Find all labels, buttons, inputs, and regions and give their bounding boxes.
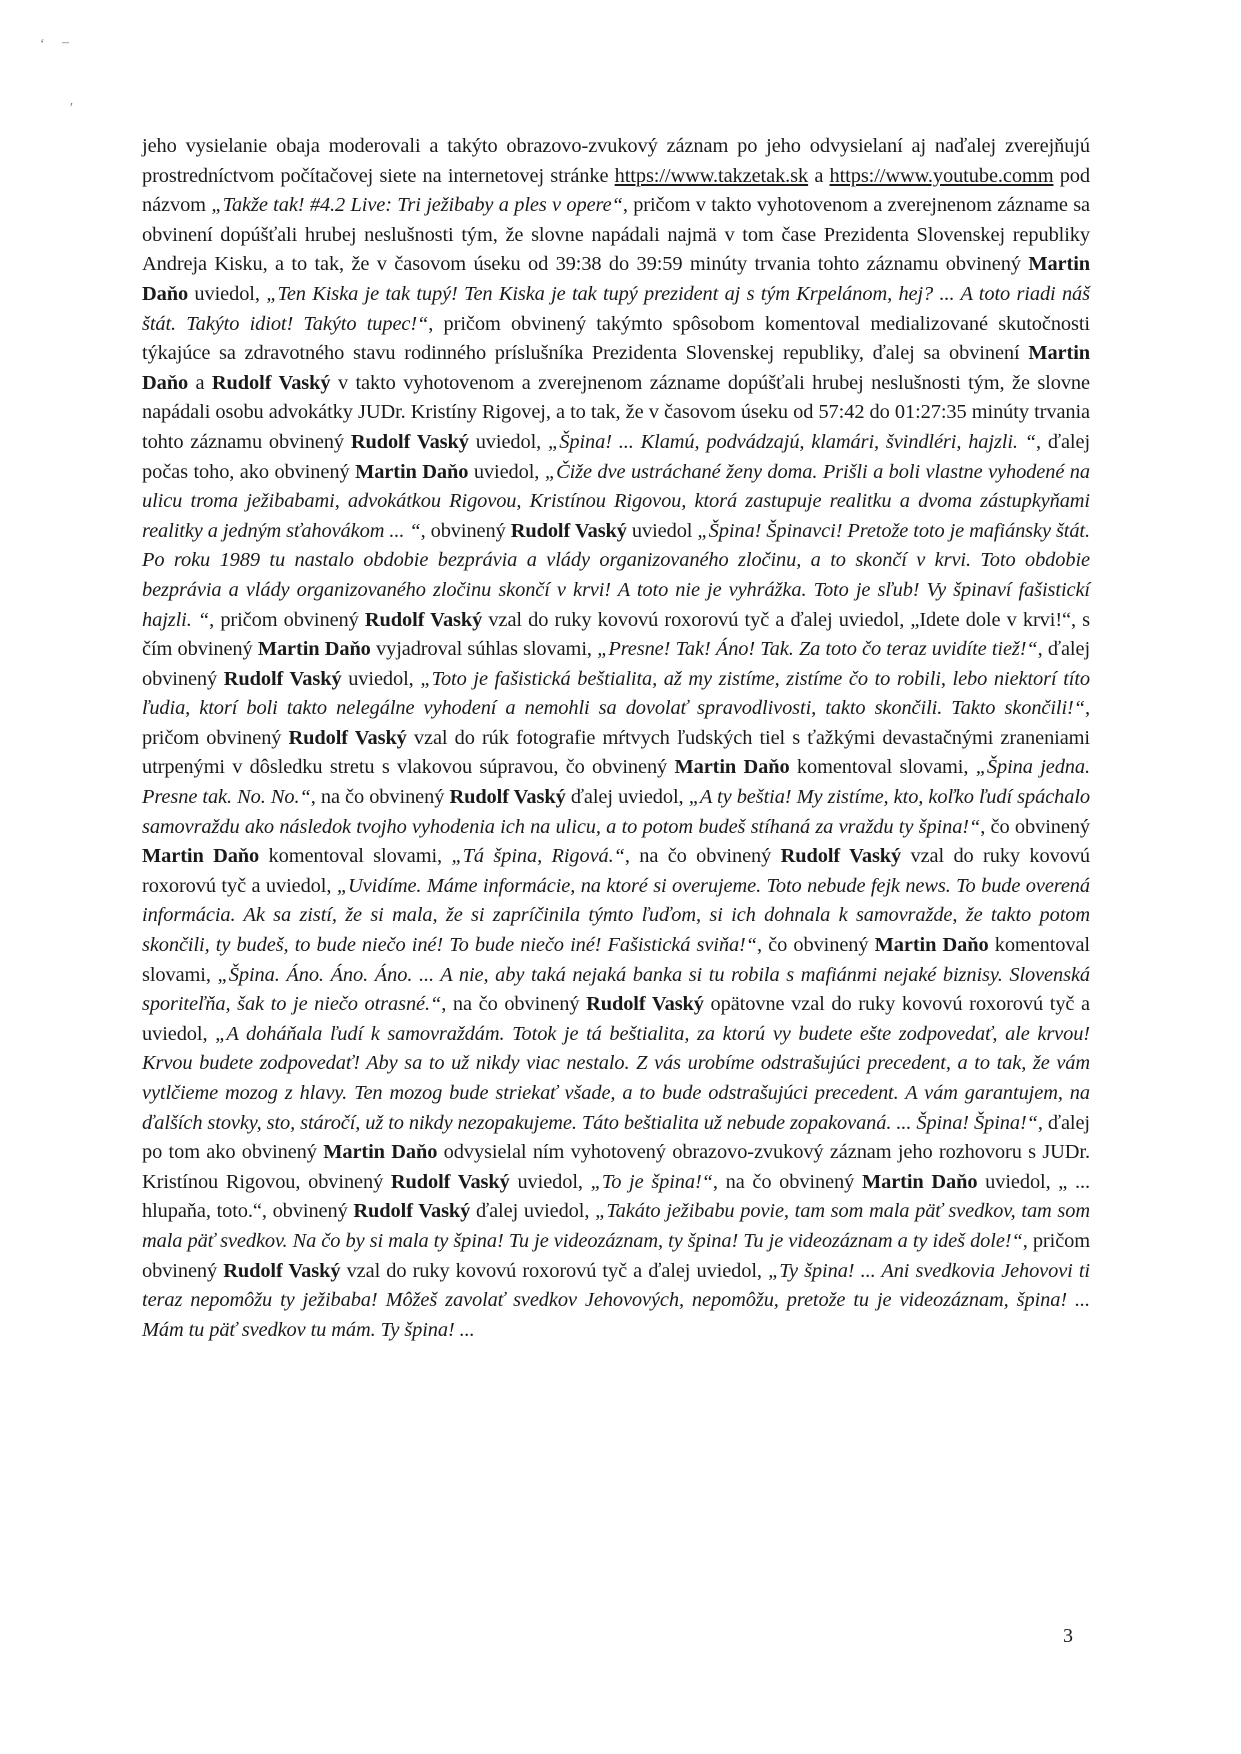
quoted-statement: „Ten Kiska je tak tupý! Ten Kiska je tak tupý prezident aj s tým Krpelánom, hej? ... A toto riadi náš štát. Takýto idiot! Takýto tupec!“ — [142, 282, 1090, 335]
page-number: 3 — [1063, 1625, 1073, 1647]
text-run: a — [188, 371, 212, 394]
text-run: , pričom v takto vyhotovenom a zverejnenom zázname sa obvinení dopúšťali hrubej neslušnosti tým, že slovne napádali najmä v tom čase Prezidenta Slovenskej republiky Andreja Kisku, a to tak, že v časovom úseku od 39:38 do 39:59 minúty trvania tohto záznamu obvinený — [142, 194, 1090, 276]
text-run: uviedol, — [188, 282, 267, 305]
text-run: , čo obvinený — [980, 815, 1090, 838]
scan-artifact: ′ — [70, 101, 74, 116]
defendant-name: Martin Daňo — [142, 342, 1090, 394]
defendant-name: Rudolf Vaský — [449, 786, 566, 809]
text-run: ďalej uviedol, — [565, 786, 689, 809]
defendant-name: Rudolf Vaský — [288, 726, 407, 749]
text-run: pod názvom — [142, 164, 1090, 217]
text-run: , pričom obvinený takýmto spôsobom komentoval medializované skutočnosti týkajúce sa zdravotného stavu rodinného príslušníka Prezidenta Slovenskej republiky, ďalej sa obvinení — [142, 312, 1090, 365]
quoted-statement: „Špina jedna. Presne tak. No. No.“ — [142, 756, 1090, 809]
defendant-name: Rudolf Vaský — [510, 519, 627, 542]
text-run: , na čo obvinený — [712, 1170, 862, 1193]
text-run: vzal do rúk fotografie mŕtvych ľudských tiel s ťažkými devastačnými zraneniami utrpenými v dôsledku stretu s vlakovou súpravou, čo obvinený — [142, 726, 1091, 779]
quoted-statement: „Ty špina! ... Ani svedkovia Jehovovi ti teraz nepomôžu ty ježibaba! Môžeš zavolať svedkov Jehovových, nepomôžu, pretože tu je videozáznam, špina! ... Mám tu päť svedkov tu mám. Ty špina! ... — [142, 1259, 1090, 1341]
text-run: , čo obvinený — [757, 934, 875, 957]
quoted-statement: „To je špina!“ — [590, 1170, 713, 1193]
defendant-name: Martin Daňo — [355, 460, 469, 483]
web-address: https://www.youtube.comm — [829, 164, 1054, 187]
defendant-name: Martin Daňo — [142, 253, 1090, 305]
defendant-name: Rudolf Vaský — [353, 1200, 471, 1223]
defendant-name: Martin Daňo — [142, 845, 260, 868]
scan-artifact: – — [62, 35, 69, 50]
quoted-statement: „Uvidíme. Máme informácie, na ktoré si overujeme. Toto nebude fejk news. To bude overená informácia. Ak sa zistí, že si mala, že si zapríčinila týmto ľuďom, si ich dohnala k samovražde, že takto potom skončili, ty budeš, to bude niečo iné! To bude niečo iné! Fašistická sviňa!“ — [142, 874, 1091, 957]
quoted-statement: „Tá špina, Rigová.“ — [451, 845, 625, 868]
text-run: uviedol, — [468, 430, 549, 453]
text-run: , na čo obvinený — [441, 993, 587, 1016]
defendant-name: Rudolf Vaský — [211, 371, 331, 394]
text-run: ďalej uviedol, — [470, 1200, 596, 1223]
quoted-statement: „Špina! Špinavci! Pretože toto je mafiánsky štát. Po roku 1989 tu nastalo obdobie bezprávia a vlády organizovaného zločinu, a to skončí v krvi. Toto obdobie bezprávia a vlády organizovaného zločinu skončí v krvi! A toto nie je vyhrážka. Toto je sľub! Vy špinaví fašistickí hajzli. “ — [142, 519, 1090, 631]
text-run: , ďalej obvinený — [142, 638, 1091, 690]
text-run: vzal do ruky kovovú roxorovú tyč a ďalej uviedol, „Idete dole v krvi!“, s čím obvinený — [142, 608, 1090, 661]
quoted-statement: „Takáto ježibabu povie, tam som mala päť svedkov, tam som mala päť svedkov. Na čo by si mala ty špina! Tu je videozáznam, ty špina! Tu je videozáznam a ty ideš dole!“ — [142, 1200, 1090, 1252]
text-run: komentoval slovami, — [142, 934, 1090, 986]
defendant-name: Rudolf Vaský — [350, 430, 469, 453]
text-run: komentoval slovami, — [789, 756, 976, 779]
quoted-statement: „A ty beštia! My zistíme, kto, koľko ľudí spáchalo samovraždu ako následok tvojho vyhodenia ich na ulicu, a to potom budeš stíhaná za vraždu ty špina!“ — [142, 786, 1091, 838]
text-run: uviedol — [626, 519, 698, 542]
text-run: , pričom obvinený — [142, 697, 1090, 749]
defendant-name: Rudolf Vaský — [223, 667, 342, 690]
text-run: , ďalej počas toho, ako obvinený — [142, 430, 1091, 483]
document-body — [142, 132, 1090, 1345]
defendant-name: Martin Daňo — [323, 1141, 438, 1164]
quoted-statement: „A doháňala ľudí k samovraždám. Totok je tá beštialita, za ktorú vy budete ešte zodpovedať, ale krvou! Krvou budete zodpovedať! Aby sa to už nikdy viac nestalo. Z vás urobíme odstrašujúci precedent, a to tak, že vám vytlčieme mozog z hlavy. Ten mozog bude striekať všade, a to bude odstrašujúci precedent. A vám garantujem, na ďalších stovky, sto, stáročí, už to nikdy nezopakujeme. Táto beštialita už nebude zopakovaná. ... Špina! Špina!“ — [142, 1022, 1090, 1134]
defendant-name: Martin Daňo — [861, 1170, 978, 1193]
text-run: jeho vysielanie obaja moderovali a takýto obrazovo-zvukový záznam po jeho odvysielaní aj naďalej zverejňujú prostredníctvom počítačovej siete na internetovej stránke — [142, 135, 1090, 187]
defendant-name: Rudolf Vaský — [364, 608, 483, 631]
defendant-name: Martin Daňo — [257, 638, 371, 661]
quoted-statement: „Takže tak! #4.2 Live: Tri ježibaby a ples v opere“ — [211, 194, 623, 217]
text-run: uviedol, — [341, 667, 421, 690]
text-run: vyjadroval súhlas slovami, — [370, 638, 598, 661]
text-run: uviedol, „ ... hlupaňa, toto.“, obvinený — [142, 1170, 1090, 1223]
text-run: uviedol, — [509, 1170, 591, 1193]
text-run: komentoval slovami, — [259, 845, 452, 868]
text-run: uviedol, — [468, 460, 545, 483]
quoted-statement: „Špina! ... Klamú, podvádzajú, klamári, švindléri, hajzli. “ — [548, 430, 1037, 453]
scan-artifact: ‘ — [40, 37, 45, 52]
defendant-name: Rudolf Vaský — [586, 993, 704, 1016]
text-run: v takto vyhotovenom a zverejnenom zázname dopúšťali hrubej neslušnosti tým, že slovne napádali osobu advokátky JUDr. Kristíny Rigovej, a to tak, že v časovom úseku od 57:42 do 01:27:35 minúty trvania tohto záznamu obvinený — [142, 371, 1090, 453]
text-run: , pričom obvinený — [142, 1229, 1090, 1282]
text-run: , ďalej po tom ako obvinený — [142, 1111, 1091, 1164]
text-run: , pričom obvinený — [209, 608, 365, 631]
text-run: vzal do ruky kovovú roxorovú tyč a uviedol, — [142, 845, 1090, 897]
text-run: opätovne vzal do ruky kovovú roxorovú tyč a uviedol, — [142, 993, 1090, 1045]
defendant-name: Rudolf Vaský — [780, 845, 902, 868]
text-run: a — [808, 164, 830, 187]
text-run: , obvinený — [420, 519, 511, 542]
text-run: , na čo obvinený — [310, 786, 450, 809]
defendant-name: Martin Daňo — [674, 756, 790, 779]
text-run: , na čo obvinený — [624, 845, 781, 868]
quoted-statement: „Špina. Áno. Áno. Áno. ... A nie, aby taká nejaká banka si tu robila s mafiánmi nejaké biznisy. Slovenská sporiteľňa, šak to je niečo otrasné.“ — [142, 963, 1090, 1016]
text-run: vzal do ruky kovovú roxorovú tyč a ďalej uviedol, — [340, 1259, 769, 1282]
body-paragraph — [142, 132, 1090, 1345]
text-run: odvysielal ním vyhotovený obrazovo-zvukový záznam jeho rozhovoru s JUDr. Kristínou Rigovou, obvinený — [142, 1141, 1090, 1193]
defendant-name: Rudolf Vaský — [223, 1259, 341, 1282]
web-address: https://www.takzetak.sk — [614, 164, 809, 187]
quoted-statement: „Presne! Tak! Áno! Tak. Za toto čo teraz uvidíte tiež!“ — [597, 638, 1038, 661]
quoted-statement: „Toto je fašistická beštialita, až my zistíme, zistíme čo to robili, lebo niektorí títo ľudia, ktorí boli takto nelegálne vyhodení a nemohli sa dovolať spravodlivosti, takto skončili. Takto skončili!“ — [142, 667, 1090, 720]
quoted-statement: „Čiže dve ustráchané ženy doma. Prišli a boli vlastne vyhodené na ulicu troma ježibabami, advokátkou Rigovou, Kristínou Rigovou, ktorá zastupuje realitku a dvoma zástupkyňami realitky a jedným sťahovákom ... “ — [142, 460, 1090, 542]
defendant-name: Rudolf Vaský — [390, 1170, 510, 1193]
defendant-name: Martin Daňo — [874, 934, 989, 957]
